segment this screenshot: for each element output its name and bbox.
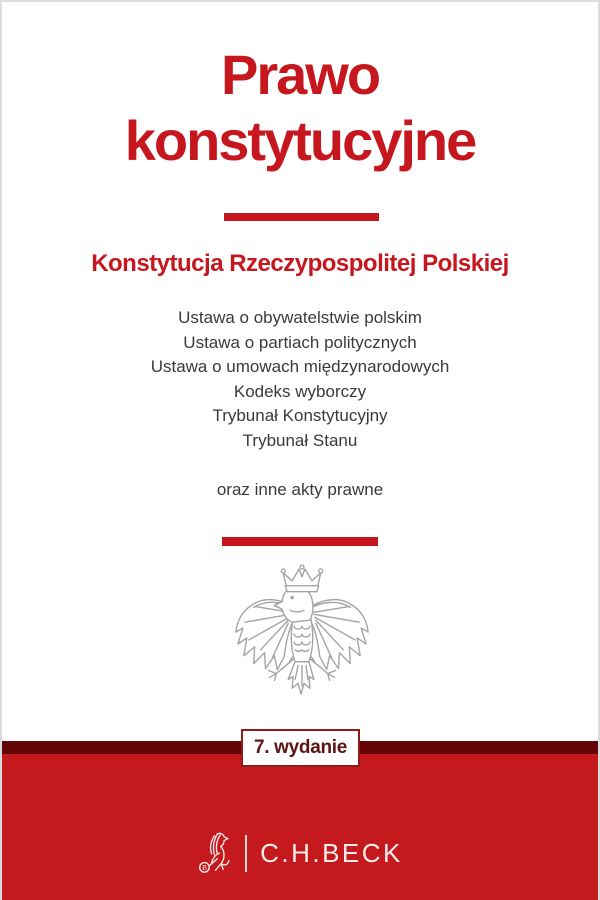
publisher-name: C.H.BECK	[260, 837, 403, 868]
edition-badge-label: 7. wydanie	[253, 737, 348, 758]
subtitle: Konstytucja Rzeczypospolitej Polskiej	[91, 250, 509, 277]
book-title	[2, 42, 598, 174]
bottom-red-band	[2, 754, 598, 900]
act-item: Trybunał Konstytucyjny	[212, 406, 388, 425]
publisher-divider	[245, 835, 247, 872]
title-line-2: konstytucyjne	[124, 109, 476, 172]
beck-griffin-icon	[197, 831, 232, 875]
edition-badge	[241, 729, 360, 767]
publisher-logo	[2, 828, 598, 878]
act-item: Kodeks wyborczy	[233, 381, 367, 401]
svg-text:B: B	[202, 864, 207, 873]
act-item: Trybunał Stanu	[242, 430, 358, 450]
divider-bar-top	[224, 213, 379, 221]
act-item: Ustawa o umowach międzynarodowych	[150, 357, 450, 376]
act-item: Ustawa o partiach politycznych	[183, 332, 417, 352]
act-item: Ustawa o obywatelstwie polskim	[178, 308, 422, 327]
polish-eagle-emblem-icon	[233, 563, 371, 711]
divider-bar-bottom	[222, 537, 378, 546]
acts-list	[2, 306, 598, 453]
acts-note: oraz inne akty prawne	[216, 480, 384, 499]
title-line-1: Prawo	[220, 43, 380, 106]
